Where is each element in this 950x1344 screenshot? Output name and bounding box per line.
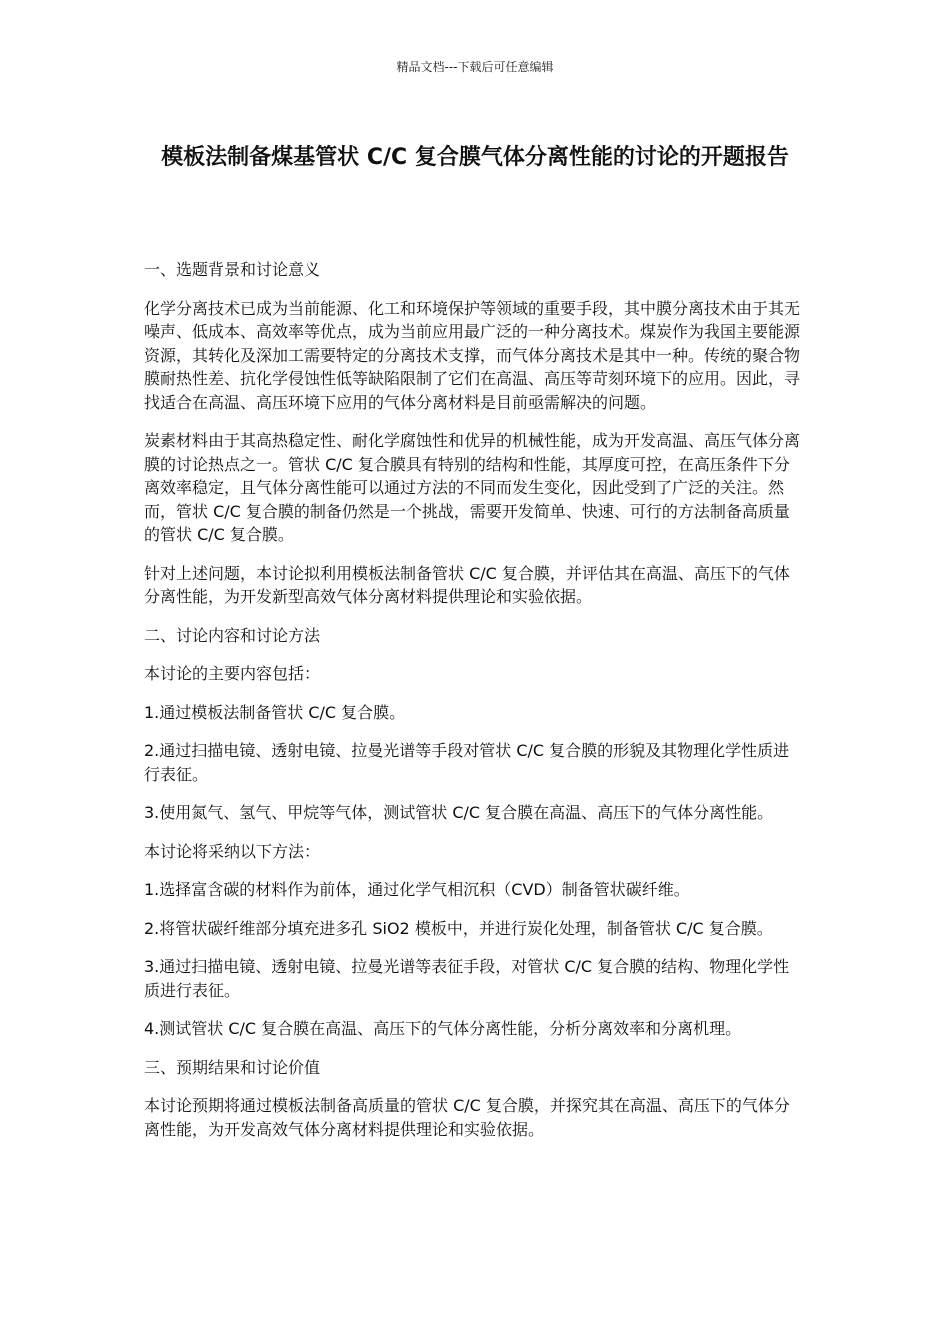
list-item: 2.通过扫描电镜、透射电镜、拉曼光谱等手段对管状 C/C 复合膜的形貌及其物理化学性质进行表征。 <box>144 741 790 784</box>
list-item: 1.选择富含碳的材料作为前体，通过化学气相沉积（CVD）制备管状碳纤维。 <box>144 880 690 899</box>
header-note: 精品文档---下载后可任意编辑 <box>396 60 554 74</box>
section-heading-content-methods: 二、讨论内容和讨论方法 <box>144 625 321 645</box>
document-body <box>144 258 800 1156</box>
paragraph: 针对上述问题，本讨论拟利用模板法制备管状 C/C 复合膜，并评估其在高温、高压下的气体分离性能，为开发新型高效气体分离材料提供理论和实验依据。 <box>144 563 790 606</box>
paragraph: 本讨论预期将通过模板法制备高质量的管状 C/C 复合膜，并探究其在高温、高压下的气体分离性能，为开发高效气体分离材料提供理论和实验依据。 <box>144 1096 790 1139</box>
list-item: 1.通过模板法制备管状 C/C 复合膜。 <box>144 702 406 722</box>
list-item: 3.通过扫描电镜、透射电镜、拉曼光谱等表征手段，对管状 C/C 复合膜的结构、物理化学性质进行表征。 <box>144 957 790 1000</box>
document-title: 模板法制备煤基管状 C/C 复合膜气体分离性能的讨论的开题报告 <box>161 145 789 170</box>
section-heading-background: 一、选题背景和讨论意义 <box>144 260 321 279</box>
paragraph: 炭素材料由于其高热稳定性、耐化学腐蚀性和优异的机械性能，成为开发高温、高压气体分离膜的讨论热点之一。管状 C/C 复合膜具有特别的结构和性能，其厚度可控，在高压条件下分离效率稳定，且气体分离性能可以通过方法的不同而发生变化，因此受到了广泛的关注。然而，管状 C/C 复合膜的制备仍然是一个挑战，需要开发简单、快速、可行的方法制备高质量的管状 C/C 复合膜。 <box>144 431 801 544</box>
paragraph: 本讨论将采纳以下方法： <box>144 841 321 861</box>
list-item: 4.测试管状 C/C 复合膜在高温、高压下的气体分离性能，分析分离效率和分离机理。 <box>144 1019 742 1038</box>
section-heading-expected-results: 三、预期结果和讨论价值 <box>144 1057 321 1077</box>
list-item: 3.使用氮气、氢气、甲烷等气体，测试管状 C/C 复合膜在高温、高压下的气体分离性能。 <box>144 803 774 822</box>
paragraph: 化学分离技术已成为当前能源、化工和环境保护等领域的重要手段，其中膜分离技术由于其无噪声、低成本、高效率等优点，成为当前应用最广泛的一种分离技术。煤炭作为我国主要能源资源，其转化及深加工需要特定的分离技术支撑，而气体分离技术是其中一种。传统的聚合物膜耐热性差、抗化学侵蚀性低等缺陷限制了它们在高温、高压等苛刻环境下的应用。因此，寻找适合在高温、高压环境下应用的气体分离材料是目前亟需解决的问题。 <box>144 298 801 412</box>
paragraph: 本讨论的主要内容包括： <box>144 664 321 683</box>
list-item: 2.将管状碳纤维部分填充进多孔 SiO2 模板中，并进行炭化处理，制备管状 C/C 复合膜。 <box>144 918 773 938</box>
